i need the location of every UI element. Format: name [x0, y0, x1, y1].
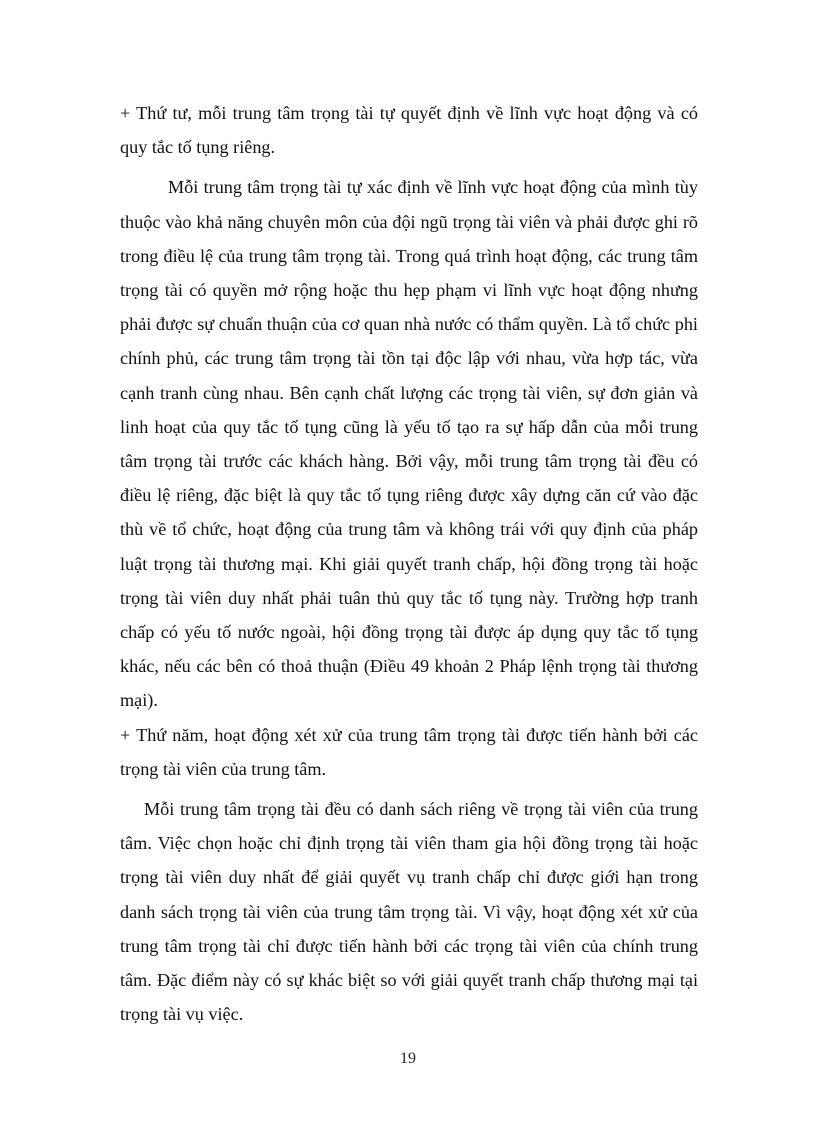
paragraph-point-five: + Thứ năm, hoạt động xét xử của trung tâm trọng tài được tiến hành bởi các trọng tài viên của trung tâm. [120, 724, 698, 779]
page-number: 19 [400, 1050, 416, 1067]
paragraph-scope-and-rules: Mỗi trung tâm trọng tài tự xác định về lĩnh vực hoạt động của mình tùy thuộc vào khả năng chuyên môn của đội ngũ trọng tài viên và phải được ghi rõ trong điều lệ của trung tâm trọng tài. Trong quá trình hoạt động, các trung tâm trọng tài có quyền mở rộng hoặc thu hẹp phạm vi lĩnh vực hoạt động nhưng phải được sự chuẩn thuận của cơ quan nhà nước có thẩm quyền. Là tổ chức phi chính phủ, các trung tâm trọng tài tồn tại độc lập với nhau, vừa hợp tác, vừa cạnh tranh cùng nhau. Bên cạnh chất lượng các trọng tài viên, sự đơn giản và linh hoạt của quy tắc tố tụng cũng là yếu tố tạo ra sự hấp dẫn của mỗi trung tâm trọng tài trước các khách hàng. Bởi vậy, mỗi trung tâm trọng tài đều có điều lệ riêng, đặc biệt là quy tắc tố tụng riêng được xây dựng căn cứ vào đặc thù về tổ chức, hoạt động của trung tâm và không trái với quy định của pháp luật trọng tài thương mại. Khi giải quyết tranh chấp, hội đồng trọng tài hoặc trọng tài viên duy nhất phải tuân thủ quy tắc tố tụng này. Trường hợp tranh chấp có yếu tố nước ngoài, hội đồng trọng tài được áp dụng quy tắc tố tụng khác, nếu các bên có thoả thuận (Điều 49 khoản 2 Pháp lệnh trọng tài thương mại). [120, 177, 698, 711]
paragraph-point-four: + Thứ tư, mỗi trung tâm trọng tài tự quyết định về lĩnh vực hoạt động và có quy tắc tố tụng riêng. [120, 103, 698, 158]
body-text [120, 96, 698, 1031]
paragraph-arbitrator-list: Mỗi trung tâm trọng tài đều có danh sách riêng về trọng tài viên của trung tâm. Việc chọn hoặc chỉ định trọng tài viên tham gia hội đồng trọng tài hoặc trọng tài viên duy nhất để giải quyết vụ tranh chấp chỉ được giới hạn trong danh sách trọng tài viên của trung tâm trọng tài. Vì vậy, hoạt động xét xử của trung tâm trọng tài chỉ được tiến hành bởi các trọng tài viên của chính trung tâm. Đặc điểm này có sự khác biệt so với giải quyết tranh chấp thương mại tại trọng tài vụ việc. [120, 799, 698, 1025]
